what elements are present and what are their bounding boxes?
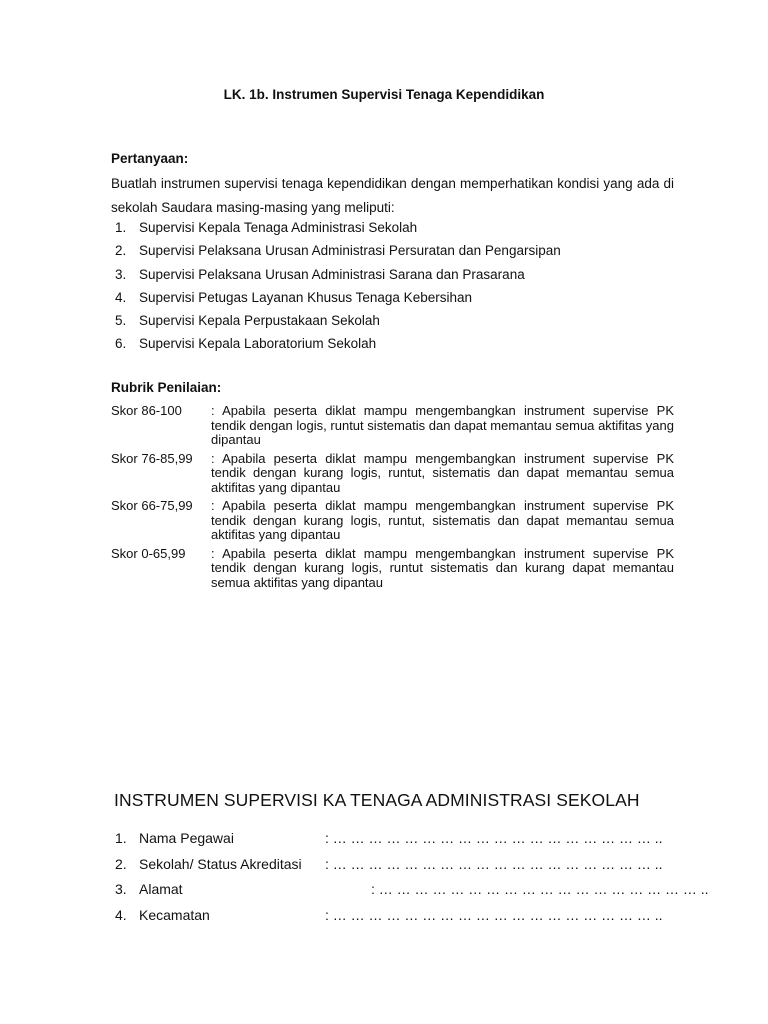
field-number: 1. [115,830,127,846]
field-label: Kecamatan [139,906,210,923]
item-text: Supervisi Kepala Perpustakaan Sekolah [139,313,380,329]
rubric-description: : Apabila peserta diklat mampu mengembangkan instrument supervise PK tendik dengan logis, runtut sistematis dan dapat memantau semua aktifitas yang dipantau [211,403,674,447]
rubric-description: : Apabila peserta diklat mampu mengembangkan instrument supervise PK tendik dengan kurang logis, runtut sistematis dan kurang dapat memantau semua aktifitas yang dipantau [211,545,674,590]
item-text: Supervisi Kepala Tenaga Administrasi Sekolah [139,220,418,235]
field-blank-line: : … … … … … … … … … … … … … … … … … … .. [325,855,663,872]
field-number: 2. [115,855,127,872]
item-text: Supervisi Petugas Layanan Khusus Tenaga Kebersihan [139,289,472,305]
rubric-table [111,404,674,594]
form-field-list [111,826,711,928]
item-number: 4. [115,289,127,305]
list-item [111,216,674,239]
form-field [111,852,711,878]
question-list [111,216,674,356]
field-label: Nama Pegawai [139,830,234,846]
item-number: 5. [115,313,127,329]
rubric-description: : Apabila peserta diklat mampu mengembangkan instrument supervise PK tendik dengan kurang logis, runtut, sistematis dan dapat memantau semua aktifitas yang dipantau [211,450,674,495]
rubric-row [111,547,674,595]
item-number: 2. [115,243,127,259]
list-item [111,263,674,286]
item-text: Supervisi Pelaksana Urusan Administrasi Sarana dan Prasarana [139,266,525,282]
item-text: Supervisi Pelaksana Urusan Administrasi Persuratan dan Pengarsipan [139,243,561,259]
rubric-score: Skor 0-65,99 [111,545,186,561]
question-intro: Buatlah instrumen supervisi tenaga kependidikan dengan memperhatikan kondisi yang ada di sekolah Saudara masing-masing yang meliputi: [111,176,674,215]
rubric-row [111,452,674,500]
rubric-row [111,404,674,452]
form-field [111,826,711,852]
rubric-row [111,499,674,547]
list-item [111,286,674,309]
item-number: 1. [115,220,127,235]
item-number: 6. [115,336,127,352]
list-item [111,309,674,332]
item-text: Supervisi Kepala Laboratorium Sekolah [139,336,377,352]
rubric-score: Skor 76-85,99 [111,450,193,466]
document-title: LK. 1b. Instrumen Supervisi Tenaga Kependidikan [223,87,545,102]
question-heading: Pertanyaan: [111,151,189,166]
rubric-score: Skor 86-100 [111,403,182,418]
form-heading: INSTRUMEN SUPERVISI KA TENAGA ADMINISTRASI SEKOLAH [114,790,640,810]
rubric-description: : Apabila peserta diklat mampu mengembangkan instrument supervise PK tendik dengan kurang logis, runtut, sistematis dan dapat memantau semua aktifitas yang dipantau [211,498,674,542]
field-label: Alamat [139,881,183,897]
list-item [111,332,674,355]
field-blank-line: : … … … … … … … … … … … … … … … … … … .. [325,830,663,846]
list-item [111,239,674,262]
form-field [111,903,711,929]
rubric-score: Skor 66-75,99 [111,498,193,513]
form-field [111,877,711,903]
field-number: 3. [115,881,127,897]
field-blank-line: : … … … … … … … … … … … … … … … … … … .. [371,881,709,897]
field-blank-line: : … … … … … … … … … … … … … … … … … … .. [325,906,663,923]
rubric-heading: Rubrik Penilaian: [111,380,222,395]
item-number: 3. [115,266,127,282]
field-number: 4. [115,906,127,923]
field-label: Sekolah/ Status Akreditasi [139,855,302,872]
